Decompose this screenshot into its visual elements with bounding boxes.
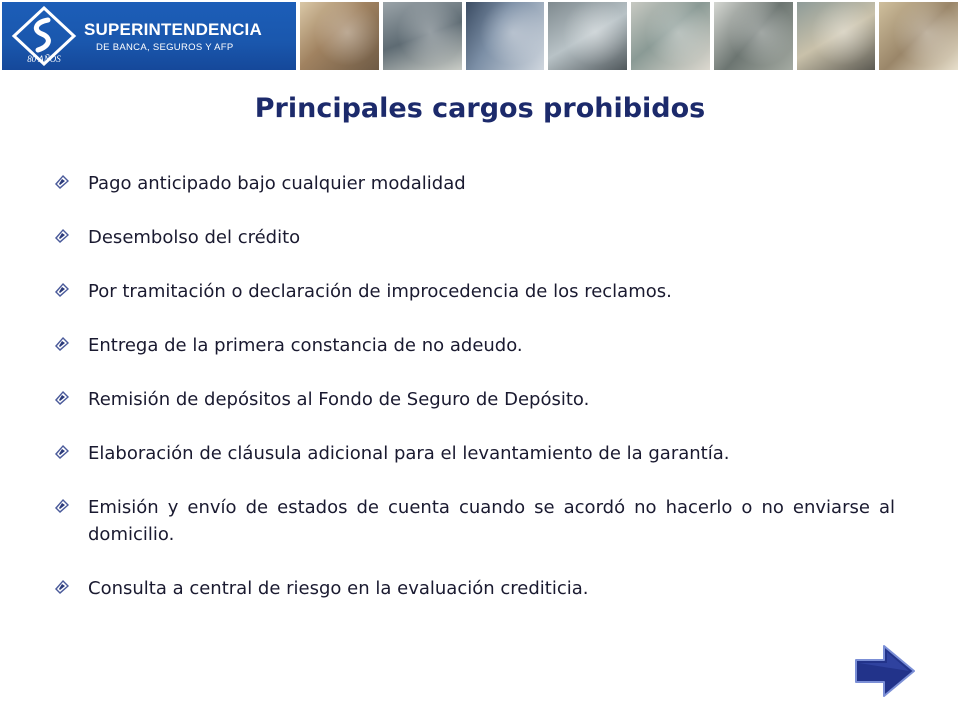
bullet-text: Pago anticipado bajo cualquier modalidad: [88, 173, 466, 194]
bullet-item: [52, 224, 895, 251]
logo-badge: 80 AÑOS: [27, 54, 61, 64]
header-banner: [0, 0, 960, 72]
bullet-item: [52, 332, 895, 359]
bullet-item: [52, 170, 895, 197]
handshake-photo: [797, 2, 876, 70]
bullet-text: Entrega de la primera constancia de no adeudo.: [88, 335, 523, 356]
building-photo: [383, 2, 462, 70]
bullet-text: Remisión de depósitos al Fondo de Seguro de Depósito.: [88, 389, 590, 410]
keyboard-photo: [466, 2, 545, 70]
bullet-text: Emisión y envío de estados de cuenta cuando se acordó no hacerlo o no enviarse al domicilio.: [88, 497, 895, 545]
diamond-bullet-icon: [52, 389, 70, 407]
sbs-emblem-icon: [8, 6, 80, 66]
bullet-text: Elaboración de cláusula adicional para el levantamiento de la garantía.: [88, 443, 730, 464]
bullet-item: [52, 278, 895, 305]
money-photo: [631, 2, 710, 70]
bullet-item: [52, 494, 895, 548]
logo-subtitle: DE BANCA, SEGUROS Y AFP: [96, 42, 234, 53]
slide-title: Principales cargos prohibidos: [254, 93, 706, 124]
diamond-bullet-icon: [52, 578, 70, 596]
signing-photo: [879, 2, 958, 70]
diamond-bullet-icon: [52, 497, 70, 515]
bullet-text: Por tramitación o declaración de improcedencia de los reclamos.: [88, 281, 672, 302]
diamond-bullet-icon: [52, 335, 70, 353]
logo-title: SUPERINTENDENCIA: [84, 20, 262, 39]
header-photo-strip: [300, 2, 958, 70]
bullet-text: Desembolso del crédito: [88, 227, 301, 248]
sbs-logo: [2, 2, 296, 70]
card-terminal-photo: [714, 2, 793, 70]
diamond-bullet-icon: [52, 281, 70, 299]
diamond-bullet-icon: [52, 173, 70, 191]
card-photo: [300, 2, 379, 70]
right-arrow-icon[interactable]: [854, 644, 916, 698]
bullet-item: [52, 440, 895, 467]
bullet-list: [52, 170, 895, 602]
diamond-bullet-icon: [52, 227, 70, 245]
bullet-text: Consulta a central de riesgo en la evaluación crediticia.: [88, 578, 589, 599]
bullet-item: [52, 386, 895, 413]
diamond-bullet-icon: [52, 443, 70, 461]
laptop-photo: [548, 2, 627, 70]
bullet-item: [52, 575, 895, 602]
